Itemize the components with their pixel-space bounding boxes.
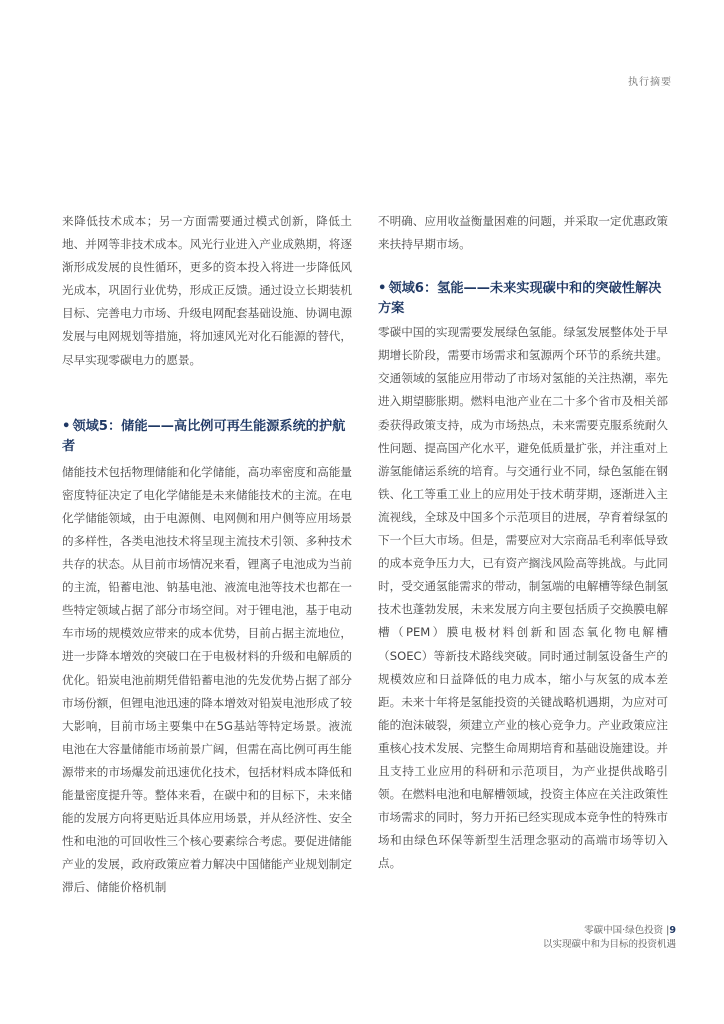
right-column <box>378 210 668 875</box>
section6-title: 领域6：氢能——未来实现碳中和的突破性解决方案 <box>378 281 662 317</box>
page-footer <box>543 924 676 952</box>
page-number: 9 <box>669 925 676 936</box>
bullet-icon: • <box>378 281 387 297</box>
intro-paragraph: 来降低技术成本；另一方面需要通过模式创新，降低土地、并网等非技术成本。风光行业进入产业成熟期，将逐渐形成发展的良性循环，更多的资本投入将进一步降低风光成本，巩固行业优势，形成正反馈。通过设立长期装机目标、完善电力市场、升级电网配套基础设施、协调电源发展与电网规划等措施，将加速风光对化石能源的替代，尽早实现零碳电力的愿景。 <box>62 214 352 367</box>
section5-paragraph: 储能技术包括物理储能和化学储能，高功率密度和高能量密度特征决定了电化学储能是未来储能技术的主流。在电化学储能领域，由于电源侧、电网侧和用户侧等应用场景的多样性，各类电池技术将呈现主流技术引领、多种技术共存的状态。从目前市场情况来看，锂离子电池成为当前的主流，铅蓄电池、钠基电池、液流电池等技术也都在一些特定领域占据了部分市场空间。对于锂电池，基于电动车市场的规模效应带来的成本优势，目前占据主流地位，进一步降本增效的突破口在于电极材料的升级和电解质的优化。铅炭电池前期凭借铅蓄电池的先发优势占据了部分市场份额，但锂电池迅速的降本增效对铅炭电池形成了较大影响，目前市场主要集中在5G基站等特定场景。液流电池在大容量储能市场前景广阔，但需在高比例可再生能源带来的市场爆发前迅速优化技术，包括材料成本降低和能量密度提升等。整体来看，在碳中和的目标下，未来储能的发展方向将更贴近具体应用场景，并从经济性、安全性和电池的可回收性三个核心要素综合考虑。要促进储能产业的发展，政府政策应着力解决中国储能产业规划制定滞后、储能价格机制 <box>62 464 352 895</box>
continued-paragraph: 不明确、应用收益衡量困难的问题，并采取一定优惠政策来扶持早期市场。 <box>378 214 668 252</box>
footer-title: 零碳中国·绿色投资 <box>584 925 664 936</box>
section-label: 执行摘要 <box>628 77 672 88</box>
section5-heading <box>62 417 352 457</box>
footer-separator: | <box>666 925 670 936</box>
footer-subtitle: 以实现碳中和为目标的投资机遇 <box>542 939 676 950</box>
bullet-icon: • <box>62 418 71 434</box>
section5-title: 领域5：储能——高比例可再生能源系统的护航者 <box>62 418 346 454</box>
section6-heading <box>378 279 668 319</box>
left-column <box>62 210 352 899</box>
section6-paragraph: 零碳中国的实现需要发展绿色氢能。绿氢发展整体处于早期增长阶段，需要市场需求和氢源两个环节的系统共建。交通领域的氢能应用带动了市场对氢能的关注热潮，率先进入期望膨胀期。燃料电池产业在二十多个省市及相关部委获得政策支持，成为市场热点，未来需要克服系统耐久性问题、提高国产化水平，避免低质量扩张，并注重对上游氢能储运系统的培育。与交通行业不同，绿色氢能在钢铁、化工等重工业上的应用处于技术萌芽期，逐渐进入主流视线，全球及中国多个示范项目的进展，孕育着绿氢的下一个巨大市场。但是，需要应对大宗商品毛利率低导致的成本竞争压力大，已有资产搁浅风险高等挑战。与此同时，受交通氢能需求的带动，制氢端的电解槽等绿色制氢技术也蓬勃发展，未来发展方向主要包括质子交换膜电解槽（PEM）膜电极材料创新和固态氧化物电解槽（SOEC）等新技术路线突破。同时通过制氢设备生产的规模效应和日益降低的电力成本，缩小与灰氢的成本差距。未来十年将是氢能投资的关键战略机遇期，为应对可能的泡沫破裂，须建立产业的核心竞争力。产业政策应注重核心技术发展、完整生命周期培育和基础设施建设。并且支持工业应用的科研和示范项目，为产业提供战略引领。在燃料电池和电解槽领域，投资主体应在关注政策性市场需求的同时，努力开拓已经实现成本竞争性的特殊市场和由绿色环保等新型生活理念驱动的高端市场等切入点。 <box>378 325 668 871</box>
